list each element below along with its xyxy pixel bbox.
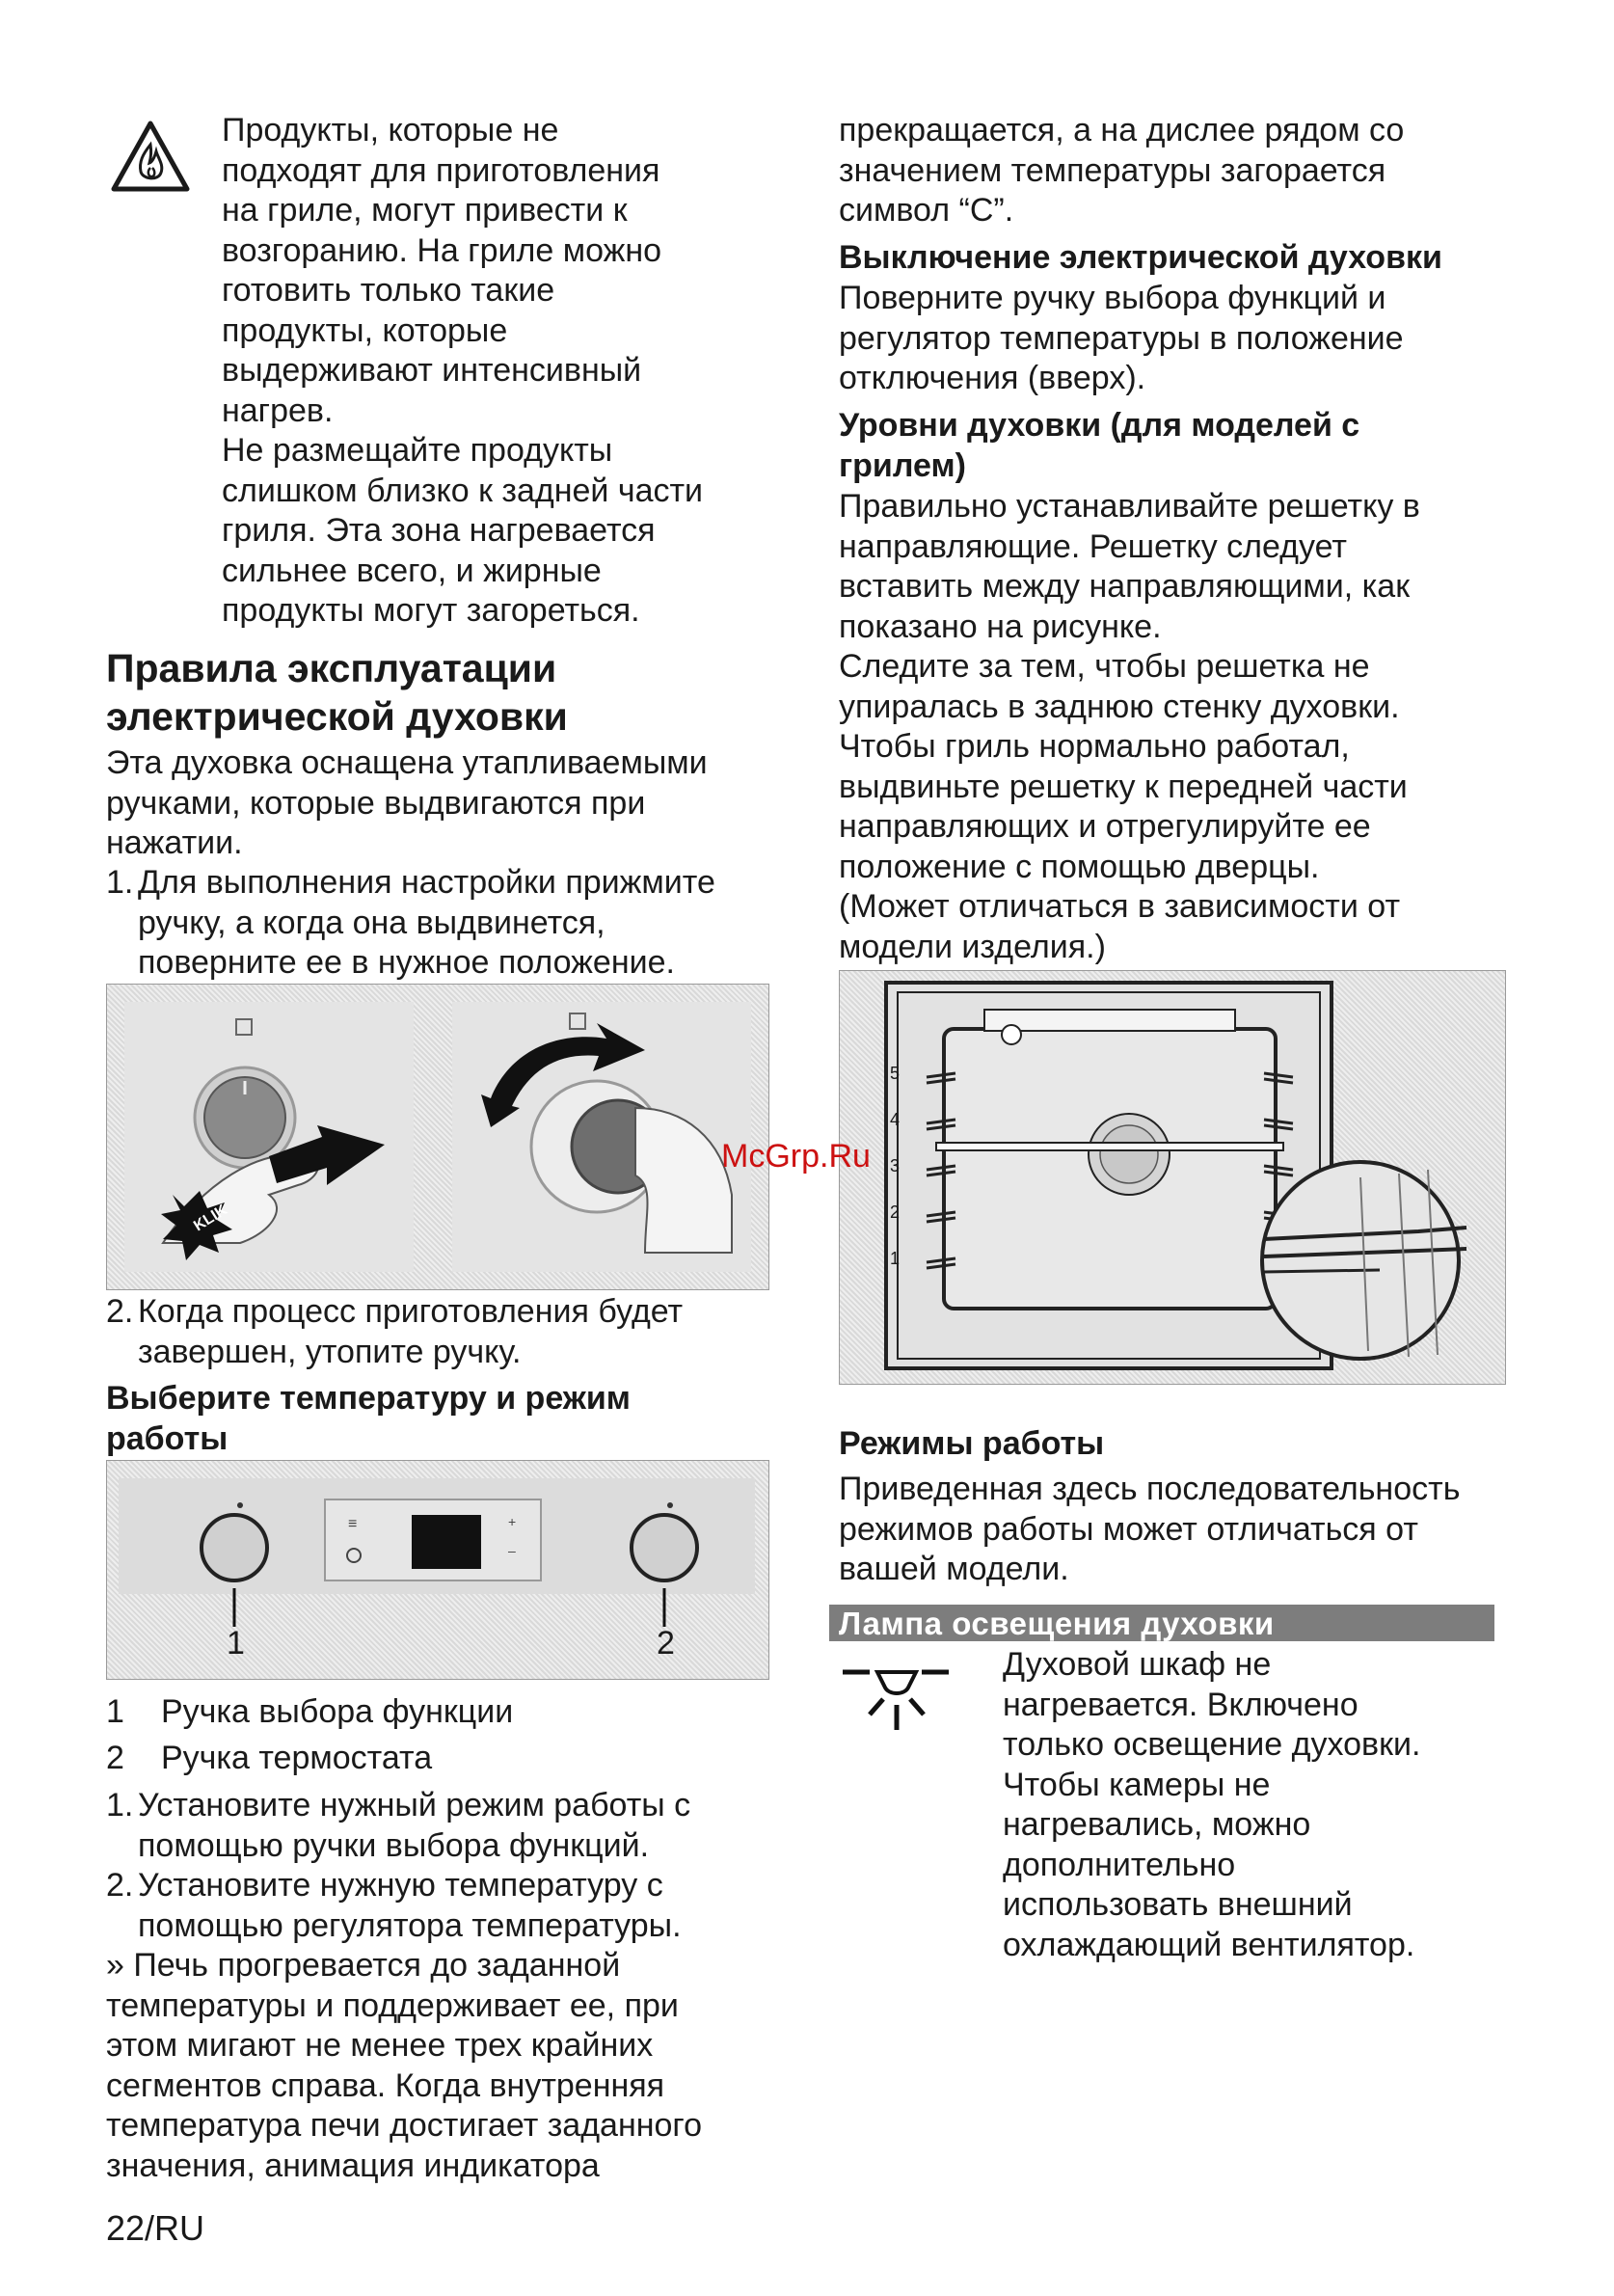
step-number: 2.: [106, 1867, 134, 1904]
levels-line: выдвиньте решетку к передней части: [839, 768, 1408, 805]
result-line: сегментов справа. Когда внутренняя: [106, 2066, 665, 2104]
continued-line: значением температуры загорается: [839, 151, 1386, 189]
temp-heading-line: Выберите температуру и режим: [106, 1380, 631, 1417]
step-line: помощью регулятора температуры.: [138, 1906, 682, 1944]
warning-line: продукты могут загореться.: [222, 592, 640, 629]
intro-line: нажатии.: [106, 824, 243, 861]
off-line: отключения (вверх).: [839, 360, 1146, 396]
levels-line: положение с помощью дверцы.: [839, 848, 1320, 885]
temp-heading: [106, 1379, 781, 1459]
off-text: [839, 279, 1533, 399]
panel-callout-1: 1: [227, 1625, 245, 1661]
lamp-line: только освещение духовки.: [1003, 1726, 1421, 1763]
intro-line: ручками, которые выдвигаются при: [106, 784, 646, 822]
levels-line: модели изделия.): [839, 928, 1106, 965]
modes-text: [839, 1470, 1533, 1590]
level-label: 4: [890, 1110, 901, 1129]
warning-line: на гриле, могут привести к: [222, 192, 628, 229]
level-label: 1: [890, 1249, 901, 1268]
svg-text:–: –: [508, 1543, 516, 1558]
warning-text: [222, 111, 762, 632]
off-line: регулятор температуры в положение: [839, 319, 1404, 357]
warning-line: Не размещайте продукты: [222, 432, 613, 469]
section-title: [106, 644, 781, 741]
result-line: температуры и поддерживает ее, при: [106, 1986, 679, 2024]
section-title-line: Правила эксплуатации: [106, 646, 557, 690]
watermark: McGrp.Ru: [721, 1138, 871, 1175]
intro-text: [106, 743, 781, 864]
step-line: Установите нужную температуру с: [138, 1867, 663, 1904]
modes-line: вашей модели.: [839, 1551, 1069, 1587]
step-number: 2.: [106, 1293, 134, 1330]
lamp-line: нагревались, можно: [1003, 1806, 1311, 1843]
warning-line: готовить только такие: [222, 272, 555, 309]
result-text: [106, 1946, 800, 2186]
warning-line: продукты, которые: [222, 311, 508, 349]
warning-line: возгоранию. На гриле можно: [222, 231, 662, 269]
levels-line: показано на рисунке.: [839, 608, 1162, 645]
warning-line: слишком близко к задней части: [222, 472, 704, 509]
continued-line: символ “C”.: [839, 192, 1014, 229]
control-panel-figure: [106, 1460, 769, 1680]
levels-line: упиралась в заднюю стенку духовки.: [839, 688, 1400, 725]
step-item: [106, 1866, 800, 1946]
step-number: 1.: [106, 864, 134, 901]
warning-line: Продукты, которые не: [222, 112, 559, 149]
steps-temp: [106, 1786, 800, 1946]
modes-line: Приведенная здесь последовательность: [839, 1471, 1461, 1507]
levels-line: (Может отличаться в зависимости от: [839, 888, 1401, 925]
step-line: помощью ручки выбора функций.: [138, 1826, 650, 1864]
levels-heading: [839, 406, 1533, 486]
continued-text: [839, 111, 1533, 231]
result-line: » Печь прогревается до заданной: [106, 1947, 621, 1984]
step-line: поверните ее в нужное положение.: [138, 944, 675, 981]
fire-warning-icon: [110, 120, 191, 193]
levels-line: направляющих и отрегулируйте ее: [839, 808, 1371, 845]
level-label: 3: [890, 1156, 901, 1175]
step-number: 1.: [106, 1787, 134, 1823]
warning-line: сильнее всего, и жирные: [222, 552, 602, 589]
off-heading: Выключение электрической духовки: [839, 239, 1442, 276]
knob-panel-right: [452, 1002, 751, 1272]
oven-levels-figure: [839, 970, 1506, 1385]
panel-callout-2: 2: [657, 1625, 675, 1661]
warning-line: гриля. Эта зона нагревается: [222, 512, 656, 549]
levels-line: Правильно устанавливайте решетку в: [839, 488, 1420, 525]
step-1: [106, 863, 781, 984]
knob-press-figure: [106, 984, 769, 1290]
lamp-text: [1003, 1645, 1504, 1965]
svg-text:≡: ≡: [348, 1516, 358, 1532]
modes-heading: Режимы работы: [839, 1425, 1105, 1462]
temp-heading-line: работы: [106, 1419, 229, 1457]
level-label: 5: [890, 1064, 901, 1083]
klik-label: KLIK: [191, 1202, 230, 1235]
lamp-line: нагревается. Включено: [1003, 1686, 1358, 1723]
level-label: 2: [890, 1202, 901, 1222]
lamp-line: использовать внешний: [1003, 1886, 1353, 1923]
step-line: Для выполнения настройки прижмите: [138, 864, 715, 901]
step-line: ручку, а когда она выдвинется,: [138, 904, 605, 941]
levels-line: Чтобы гриль нормально работал,: [839, 728, 1350, 765]
levels-line: вставить между направляющими, как: [839, 568, 1411, 605]
lamp-line: Духовой шкаф не: [1003, 1646, 1272, 1683]
lamp-line: охлаждающий вентилятор.: [1003, 1926, 1415, 1963]
lamp-line: дополнительно: [1003, 1846, 1236, 1883]
step-line: Когда процесс приготовления будет: [138, 1293, 684, 1330]
warning-line: нагрев.: [222, 392, 334, 429]
legend-item: [106, 1691, 781, 1732]
levels-line: Следите за тем, чтобы решетка не: [839, 648, 1370, 685]
result-line: значения, анимация индикатора: [106, 2147, 600, 2184]
step-item: [106, 1786, 800, 1866]
panel-legend: [106, 1691, 781, 1778]
legend-number: 1: [106, 1693, 124, 1730]
legend-text: Ручка термостата: [161, 1740, 433, 1776]
step-2: [106, 1292, 781, 1372]
legend-item: [106, 1738, 781, 1778]
legend-text: Ручка выбора функции: [161, 1693, 514, 1730]
result-line: этом мигают не менее трех крайних: [106, 2027, 654, 2064]
intro-line: Эта духовка оснащена утапливаемыми: [106, 744, 708, 781]
result-line: температура печи достигает заданного: [106, 2107, 702, 2144]
lamp-section-bar: Лампа освещения духовки: [829, 1605, 1494, 1641]
off-line: Поверните ручку выбора функций и: [839, 280, 1386, 316]
section-title-line: электрической духовки: [106, 694, 568, 739]
lamp-icon: [841, 1664, 953, 1734]
knob-panel-left: [124, 1002, 414, 1272]
warning-line: выдерживают интенсивный: [222, 352, 642, 389]
modes-line: режимов работы может отличаться от: [839, 1510, 1418, 1548]
page-number: 22/RU: [106, 2208, 205, 2248]
lamp-line: Чтобы камеры не: [1003, 1766, 1271, 1803]
levels-text: [839, 487, 1533, 967]
levels-line: направляющие. Решетку следует: [839, 527, 1347, 565]
step-line: Установите нужный режим работы с: [138, 1787, 691, 1823]
svg-text:+: +: [508, 1514, 517, 1529]
warning-line: подходят для приготовления: [222, 151, 660, 189]
levels-heading-line: грилем): [839, 446, 966, 484]
continued-line: прекращается, а на дислее рядом со: [839, 112, 1405, 149]
legend-number: 2: [106, 1740, 124, 1776]
levels-heading-line: Уровни духовки (для моделей с: [839, 407, 1360, 444]
step-line: завершен, утопите ручку.: [138, 1333, 522, 1370]
